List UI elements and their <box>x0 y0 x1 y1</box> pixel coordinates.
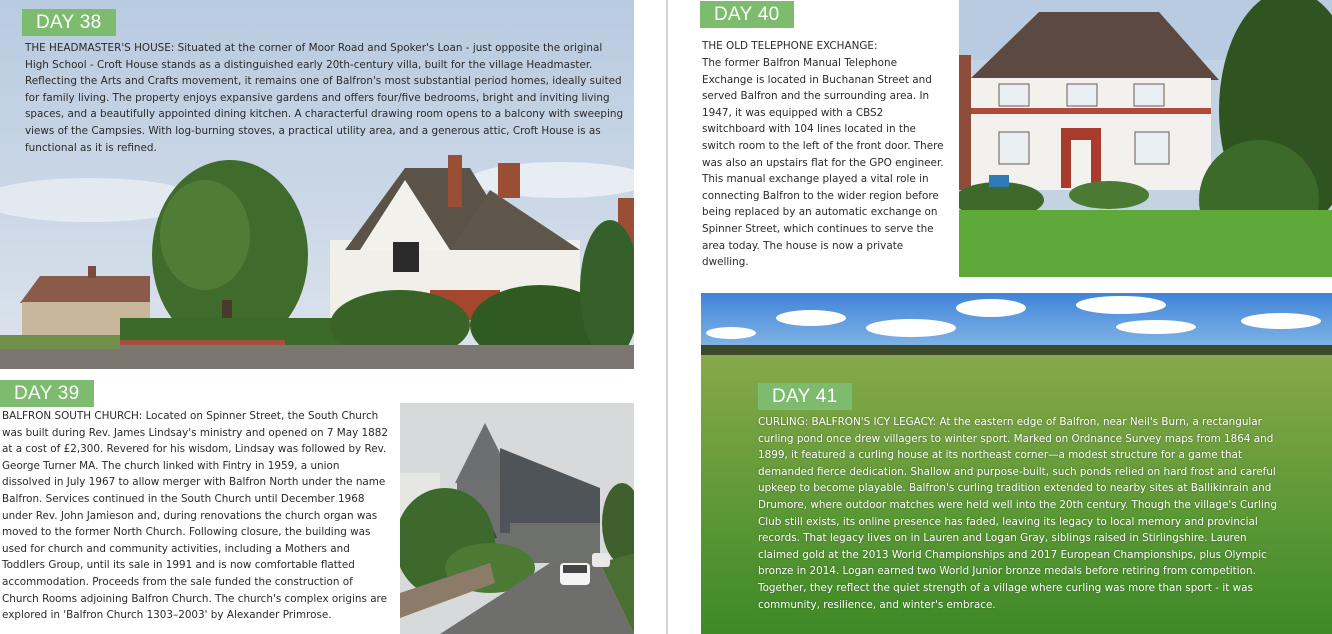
day38-tag: DAY 38 <box>22 9 116 36</box>
day39-photo <box>400 403 634 634</box>
page-divider <box>666 0 668 634</box>
day39-tag: DAY 39 <box>0 380 94 407</box>
day40-text: The former Balfron Manual Telephone Exchange is located in Buchanan Street and served Balfron and the surrounding area. In 1947, it was equipped with a CBS2 switchboard with 104 lines located in the switch room to the left of the front door. There was also an upstairs flat for the GPO engineer. This manual exchange played a vital role in connecting Balfron to the wider region before being replaced by an automatic exchange on Spinner Street, which continues to serve the area today. The house is now a private dwelling. <box>702 57 944 269</box>
day41-tag: DAY 41 <box>758 383 852 410</box>
day41-text: CURLING: BALFRON'S ICY LEGACY: At the eastern edge of Balfron, near Neil's Burn, a rectangular curling pond once drew villagers to winter sport. Marked on Ordnance Survey maps from 1864 and 1899, it featured a curling house at its northeast corner—a modest structure for a game that demanded fierce dedication. Shallow and purpose-built, such ponds relied on hard frost and careful upkeep to become playable. Balfron's curling tradition extended to nearby sites at Ballikinrain and Drumore, where outdoor matches were held well into the 20th century. Though the village's Curling Club still exists, its online presence has faded, leaving its legacy to local memory and provincial records. That legacy lives on in Lauren and Logan Gray, siblings raised in Stirlingshire. Lauren claimed gold at the 2013 World Championships and 2017 European Championships, plus Olympic bronze in 2014. Logan earned two World Junior bronze medals before retiring from competition. Together, they reflect the quiet strength of a village where curling was more than sport - it was community, resilience, and winter's embrace. <box>758 416 1277 611</box>
day40-photo <box>959 0 1332 277</box>
day40-tag: DAY 40 <box>700 1 794 28</box>
day39-text: BALFRON SOUTH CHURCH: Located on Spinner Street, the South Church was built during Rev. James Lindsay's ministry and opened on 7 May 1882 at a cost of £2,300. Revered for his wisdom, Lindsay was followed by Rev. George Turner MA. The church linked with Fintry in 1959, a union dissolved in July 1967 to allow merger with Balfron North under the name Balfron. Services continued in the South Church until December 1968 under Rev. John Jamieson and, during renovations the church organ was moved to the former North Church. Following closure, the building was used for church and community activities, including a Mothers and Toddlers Group, until its sale in 1991 and is now comfortable flatted accommodation. Proceeds from the sale funded the construction of Church Rooms adjoining Balfron Church. The church's complex origins are explored in 'Balfron Church 1303–2003' by Alexander Primrose. <box>2 410 389 622</box>
day38-text: THE HEADMASTER'S HOUSE: Situated at the corner of Moor Road and Spoker's Loan - just opposite the original High School - Croft House stands as a distinguished early 20th-century villa, built for the village Headmaster. Reflecting the Arts and Crafts movement, it remains one of Balfron's most substantial period homes, ideally suited for family living. The property enjoys expansive gardens and offers four/five bedrooms, bright and inviting living spaces, and a beautifully appointed dining kitchen. A characterful drawing room opens to a balcony with sweeping views of the Campsies. With log-burning stoves, a practical utility area, and a generous attic, Croft House is as functional as it is refined. <box>25 42 624 154</box>
day40-heading: THE OLD TELEPHONE EXCHANGE: <box>702 40 878 52</box>
